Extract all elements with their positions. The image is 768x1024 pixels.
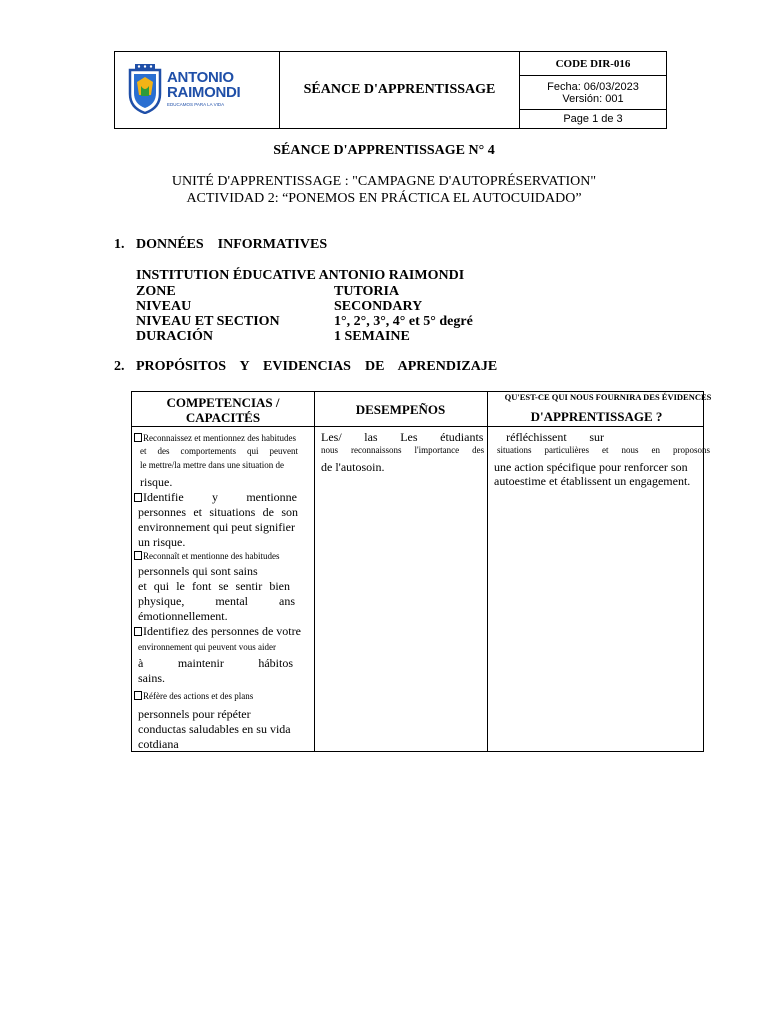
header-meta [520,52,666,128]
document-version: Versión: 001 [562,92,624,105]
info-label-niveau: NIVEAU [136,299,192,314]
header-competencias-line2: CAPACITÉS [185,410,261,425]
logo-tagline: EDUCAMOS PARA LA VIDA [167,102,225,107]
capacity-item-4-line4: sains. [138,671,165,685]
capacity-item-1-line3: le mettre/la mettre dans une situation de [140,460,284,470]
capacity-item-2-line4: un risque. [138,535,186,549]
capacity-item-4-line1 [134,624,301,639]
capacity-text: Identifie y mentionne [143,490,297,504]
capacity-item-4-line2: environnement qui peuvent vous aider [138,642,276,652]
info-label-duracion: DURACIÓN [136,329,213,344]
capacity-item-3-line3: et qui le font se sentir bien [138,579,290,593]
section1-number: 1. [114,237,125,252]
document-date: Fecha: 06/03/2023 [547,80,639,93]
capacity-item-1-line2: et des comportements qui peuvent [140,446,298,456]
capacity-item-2-line2: personnes et situations de son [138,505,298,519]
header-competencias [132,395,314,425]
section2-title: PROPÓSITOS Y EVIDENCIAS DE APRENDIZAJE [136,359,498,374]
logo-cell [115,52,280,128]
capacity-item-5-line2: personnels pour répéter [138,707,251,721]
evidence-line2: autoestime et établissent un engagement. [494,474,691,488]
activity-title: ACTIVIDAD 2: “PONEMOS EN PRÁCTICA EL AUTOCUIDADO” [186,191,582,206]
document-code: CODE DIR-016 [520,52,666,76]
page-number: Page 1 de 3 [563,113,623,125]
info-value-duracion: 1 SEMAINE [334,329,410,344]
capacity-text: Reconnaît et mentionne des habitudes [143,551,280,561]
header-title: SÉANCE D'APPRENTISSAGE [280,52,520,128]
document-date-version [520,76,666,110]
school-crest-icon [127,62,163,114]
checkbox-icon [134,433,142,442]
header-evidences-line2: D'APPRENTISSAGE ? [530,409,663,424]
capacity-item-3-line2: personnels qui sont sains [138,564,258,578]
info-value-section: 1°, 2°, 3°, 4° et 5° degré [334,314,473,329]
capacity-text: Reconnaissez et mentionnez des habitudes [143,433,296,443]
logo-text-antonio: ANTONIO [167,69,234,86]
capacity-item-1-line1 [134,432,312,445]
performance-line2: nous reconnaissons l'importance des situations particulières et nous en proposons [321,445,710,455]
info-value-zone: TUTORIA [334,284,400,299]
checkbox-icon [134,627,142,636]
capacity-item-5-line4: cotdiana [138,737,179,751]
session-title: SÉANCE D'APPRENTISSAGE N° 4 [273,143,495,158]
header-desempenos: DESEMPEÑOS [355,402,446,417]
document-header [114,51,667,129]
capacity-item-3-line1 [134,550,279,563]
purposes-table [131,391,712,752]
section1-title: DONNÉES INFORMATIVES [136,237,328,252]
info-label-zone: ZONE [136,284,176,299]
info-value-niveau: SECONDARY [334,299,423,314]
header-competencias-line1: COMPETENCIAS / [166,395,280,410]
capacity-item-2-line3: environnement qui peut signifier [138,520,295,534]
capacity-text: Réfère des actions et des plans [143,691,254,701]
evidence-line1: une action spécifique pour renforcer son [494,460,688,474]
performance-line1: Les/ las Les étudiants réfléchissent sur [321,430,604,444]
capacity-text: Identifiez des personnes de votre [143,624,301,638]
checkbox-icon [134,551,142,560]
capacity-item-3-line4: physique, mental ans [138,594,295,608]
institution-name: INSTITUTION ÉDUCATIVE ANTONIO RAIMONDI [136,268,465,283]
unit-title: UNITÉ D'APPRENTISSAGE : "CAMPAGNE D'AUTOPRÉSERVATION" [171,174,597,189]
header-evidences-line1: QU'EST-CE QUI NOUS FOURNIRA DES ÉVIDENCES [504,392,712,402]
info-label-section: NIVEAU ET SECTION [136,314,280,329]
capacity-item-2-line1 [134,490,297,505]
capacity-item-5-line1 [134,690,253,703]
performance-line3: de l'autosoin. [321,460,385,474]
checkbox-icon [134,691,142,700]
capacity-item-4-line3: à maintenir hábitos [138,656,293,670]
capacity-item-3-line5: émotionnellement. [138,609,228,623]
logo-text-raimondi: RAIMONDI [167,84,241,101]
capacity-item-5-line3: conductas saludables en su vida [138,722,291,736]
checkbox-icon [134,493,142,502]
capacity-item-1-line4: risque. [140,475,173,489]
section2-number: 2. [114,359,125,374]
